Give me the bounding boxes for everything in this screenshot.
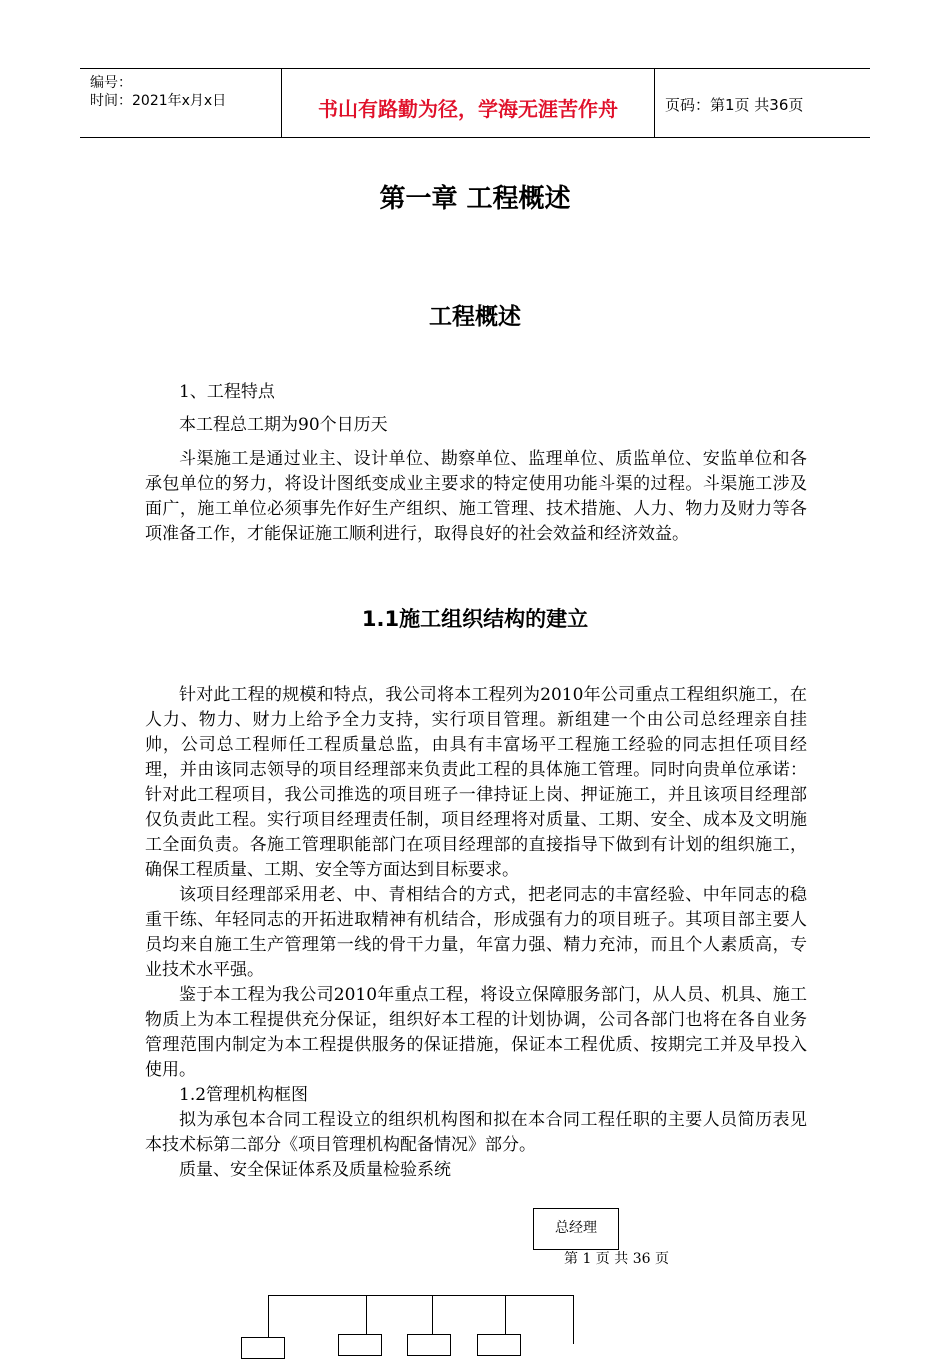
intro-paragraph: 斗渠施工是通过业主、设计单位、勘察单位、监理单位、质监单位、安监单位和各承包单位的努力，将设计图纸变成业主要求的特定使用功能斗渠的过程。斗渠施工涉及面广，施工单位必须事先作好生产组织、施工管理、技术措施、人力、物力及财力等各项准备工作，才能保证施工顺利进行，取得良好的社会效益和经济效益。 (145, 449, 807, 544)
header-page-cell (655, 69, 870, 137)
org-box-child (407, 1334, 451, 1356)
footer-page-number: 第 1 页 共 36 页 (564, 1251, 669, 1267)
header-meta-cell (80, 69, 282, 137)
org-box-child (338, 1334, 382, 1356)
paragraph-2: 该项目经理部采用老、中、青相结合的方式，把老同志的丰富经验、中年同志的稳重干练、年轻同志的开拓进取精神有机结合，形成强有力的项目班子。其项目部主要人员均来自施工生产管理第一线的骨干力量，年富力强、精力充沛，而且个人素质高，专业技术水平强。 (145, 885, 807, 980)
paragraph-1: 针对此工程的规模和特点，我公司将本工程列为2010年公司重点工程组织施工，在人力、物力、财力上给予全力支持，实行项目管理。新组建一个由公司总经理亲自挂帅，公司总工程师任工程质量总监，由具有丰富场平工程施工经验的同志担任项目经理，并由该同志领导的项目经理部来负责此工程的具体施工管理。同时向贵单位承诺：针对此工程项目，我公司推选的项目班子一律持证上岗、押证施工，并且该项目经理部仅负责此工程。实行项目经理责任制，项目经理将对质量、工期、安全、成本及文明施工全面负责。各施工管理职能部门在项目经理部的直接指导下做到有计划的组织施工，确保工程质量、工期、安全等方面达到目标要求。 (145, 685, 807, 880)
motto-text: 书山有路勤为径，学海无涯苦作舟 (318, 97, 618, 121)
header-motto-cell (282, 69, 655, 137)
paragraph-4: 1.2管理机构框图 (179, 1085, 309, 1105)
page-info: 页码：第1页 共36页 (665, 96, 804, 114)
subsection-title: 1.1施工组织结构的建立 (361, 607, 589, 631)
paragraph-3: 鉴于本工程为我公司2010年重点工程，将设立保障服务部门，从人员、机具、施工物质上为本工程提供充分保证，组织好本工程的计划协调，公司各部门也将在各自业务管理范围内制定为本工程提供服务的保证措施，保证本工程优质、按期完工并及早投入使用。 (145, 985, 807, 1080)
feature-item: 1、工程特点 (179, 382, 275, 402)
org-box-child (477, 1334, 521, 1356)
org-box-general-manager (533, 1208, 619, 1250)
duration-text: 本工程总工期为90个日历天 (179, 415, 388, 435)
org-connector-horizontal (268, 1295, 574, 1296)
page-header (80, 68, 870, 138)
section1-body (145, 380, 807, 547)
org-connector-vertical (573, 1295, 574, 1344)
number-label: 编号： (90, 75, 132, 91)
chapter-title: 第一章 工程概述 (379, 184, 571, 214)
paragraph-6: 质量、安全保证体系及质量检验系统 (179, 1160, 451, 1180)
time-label: 时间：2021年x月x日 (90, 93, 227, 109)
paragraph-5: 拟为承包本合同工程设立的组织机构图和拟在本合同工程任职的主要人员简历表见本技术标第二部分《项目管理机构配备情况》部分。 (145, 1110, 807, 1155)
section2-body (145, 683, 807, 1183)
section-title: 工程概述 (429, 304, 521, 330)
org-box-label: 总经理 (555, 1220, 597, 1236)
org-box-child (241, 1337, 285, 1359)
